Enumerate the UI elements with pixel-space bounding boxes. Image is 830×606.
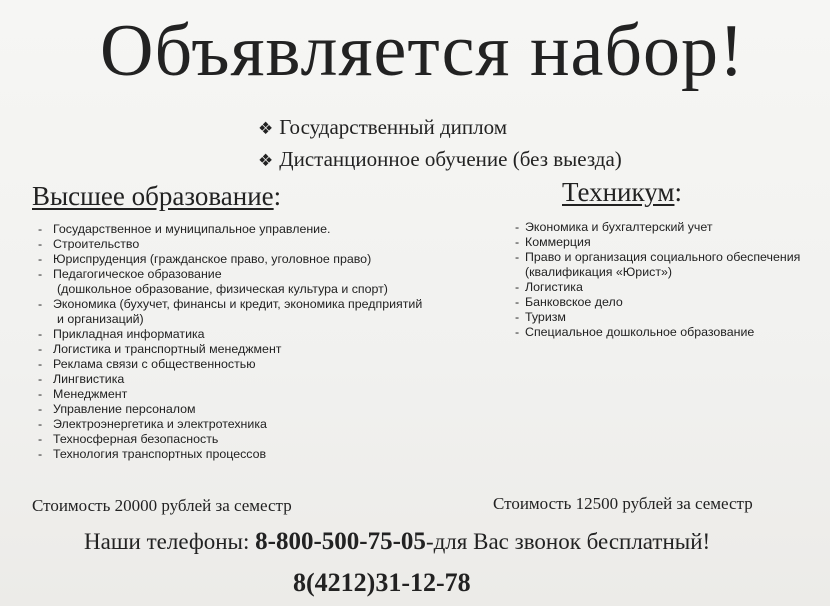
list-item — [38, 357, 422, 372]
dash-bullet: - — [38, 327, 43, 341]
list-item — [38, 372, 422, 387]
list-item — [38, 387, 422, 402]
dash-bullet: - — [515, 325, 520, 339]
list-item-text: Юриспруденция (гражданское право, уголовное право) — [53, 252, 372, 266]
list-item-continuation — [38, 282, 422, 297]
technikum-list — [515, 220, 800, 340]
dash-bullet: - — [38, 357, 43, 371]
feature-text: Государственный диплом — [279, 115, 508, 139]
list-item-continuation-text: (квалификация «Юрист») — [525, 265, 673, 279]
phone-note: -для Вас звонок бесплатный! — [425, 529, 711, 554]
list-item — [515, 325, 800, 340]
heading-colon: : — [273, 181, 282, 211]
list-item-text: Педагогическое образование — [53, 267, 222, 281]
list-item — [38, 432, 422, 447]
list-item-continuation — [38, 312, 422, 327]
dash-bullet: - — [38, 222, 43, 236]
dash-bullet: - — [38, 447, 43, 461]
list-item — [38, 402, 422, 417]
list-item-text: Менеджмент — [53, 387, 128, 401]
list-item-text: Специальное дошкольное образование — [525, 325, 755, 339]
list-item-text: Реклама связи с общественностью — [53, 357, 256, 371]
diamond-bullet-icon: ❖ — [258, 119, 274, 139]
list-item-text: Строительство — [53, 237, 140, 251]
phones-label: Наши телефоны: — [84, 529, 256, 554]
technikum-price: Стоимость 12500 рублей за семестр — [493, 494, 753, 513]
dash-bullet: - — [515, 280, 520, 294]
list-item-continuation — [515, 265, 800, 280]
list-item — [38, 222, 422, 237]
list-item — [515, 280, 800, 295]
list-item-text: Техносферная безопасность — [53, 432, 219, 446]
higher-education-price: Стоимость 20000 рублей за семестр — [32, 496, 292, 515]
dash-bullet: - — [38, 342, 43, 356]
list-item-text: Лингвистика — [53, 372, 125, 386]
diamond-bullet-icon: ❖ — [258, 151, 274, 171]
list-item — [515, 295, 800, 310]
list-item-text: Управление персоналом — [53, 402, 196, 416]
dash-bullet: - — [38, 267, 43, 281]
list-item-text: Прикладная информатика — [53, 327, 205, 341]
dash-bullet: - — [38, 387, 43, 401]
dash-bullet: - — [515, 235, 520, 249]
list-item-text: Технология транспортных процессов — [53, 447, 267, 461]
higher-education-heading — [32, 180, 281, 212]
list-item-text: Электроэнергетика и электротехника — [53, 417, 267, 431]
dash-bullet: - — [515, 220, 520, 234]
dash-bullet: - — [38, 297, 43, 311]
list-item — [515, 250, 800, 265]
dash-bullet: - — [515, 295, 520, 309]
list-item-continuation-text: и организаций) — [57, 312, 144, 326]
dash-bullet: - — [38, 372, 43, 386]
list-item — [515, 220, 800, 235]
higher-education-list — [38, 222, 422, 462]
dash-bullet: - — [38, 417, 43, 431]
feature-list — [258, 112, 622, 176]
list-item-text: Банковское дело — [525, 295, 623, 309]
higher-education-heading-text: Высшее образование — [32, 181, 274, 211]
list-item-continuation-text: (дошкольное образование, физическая культура и спорт) — [57, 282, 388, 296]
dash-bullet: - — [515, 310, 520, 324]
dash-bullet: - — [515, 250, 520, 264]
feature-item — [258, 112, 622, 144]
list-item-text: Туризм — [525, 310, 566, 324]
list-item-text: Коммерция — [525, 235, 591, 249]
list-item — [38, 342, 422, 357]
list-item — [515, 235, 800, 250]
heading-colon: : — [674, 177, 682, 207]
dash-bullet: - — [38, 432, 43, 446]
list-item-text: Экономика (бухучет, финансы и кредит, экономика предприятий — [53, 297, 423, 311]
list-item-text: Экономика и бухгалтерский учет — [525, 220, 713, 234]
flyer-title: Объявляется набор! — [100, 10, 745, 92]
list-item-text: Право и организация социального обеспечения — [525, 250, 801, 264]
dash-bullet: - — [38, 402, 43, 416]
technikum-heading-text: Техникум — [562, 177, 675, 207]
list-item — [515, 310, 800, 325]
list-item-text: Логистика и транспортный менеджмент — [53, 342, 282, 356]
phone-local[interactable]: 8(4212)31-12-78 — [293, 568, 471, 597]
feature-item — [258, 144, 622, 176]
list-item-text: Логистика — [525, 280, 583, 294]
phone-free[interactable]: 8-800-500-75-05 — [255, 528, 426, 555]
list-item — [38, 297, 422, 312]
list-item — [38, 252, 422, 267]
list-item — [38, 327, 422, 342]
dash-bullet: - — [38, 237, 43, 251]
list-item — [38, 447, 422, 462]
dash-bullet: - — [38, 252, 43, 266]
list-item — [38, 267, 422, 282]
technikum-heading — [562, 176, 682, 208]
contact-line — [84, 528, 710, 556]
feature-text: Дистанционное обучение (без выезда) — [279, 147, 622, 171]
list-item — [38, 237, 422, 252]
list-item — [38, 417, 422, 432]
list-item-text: Государственное и муниципальное управление. — [53, 222, 331, 236]
